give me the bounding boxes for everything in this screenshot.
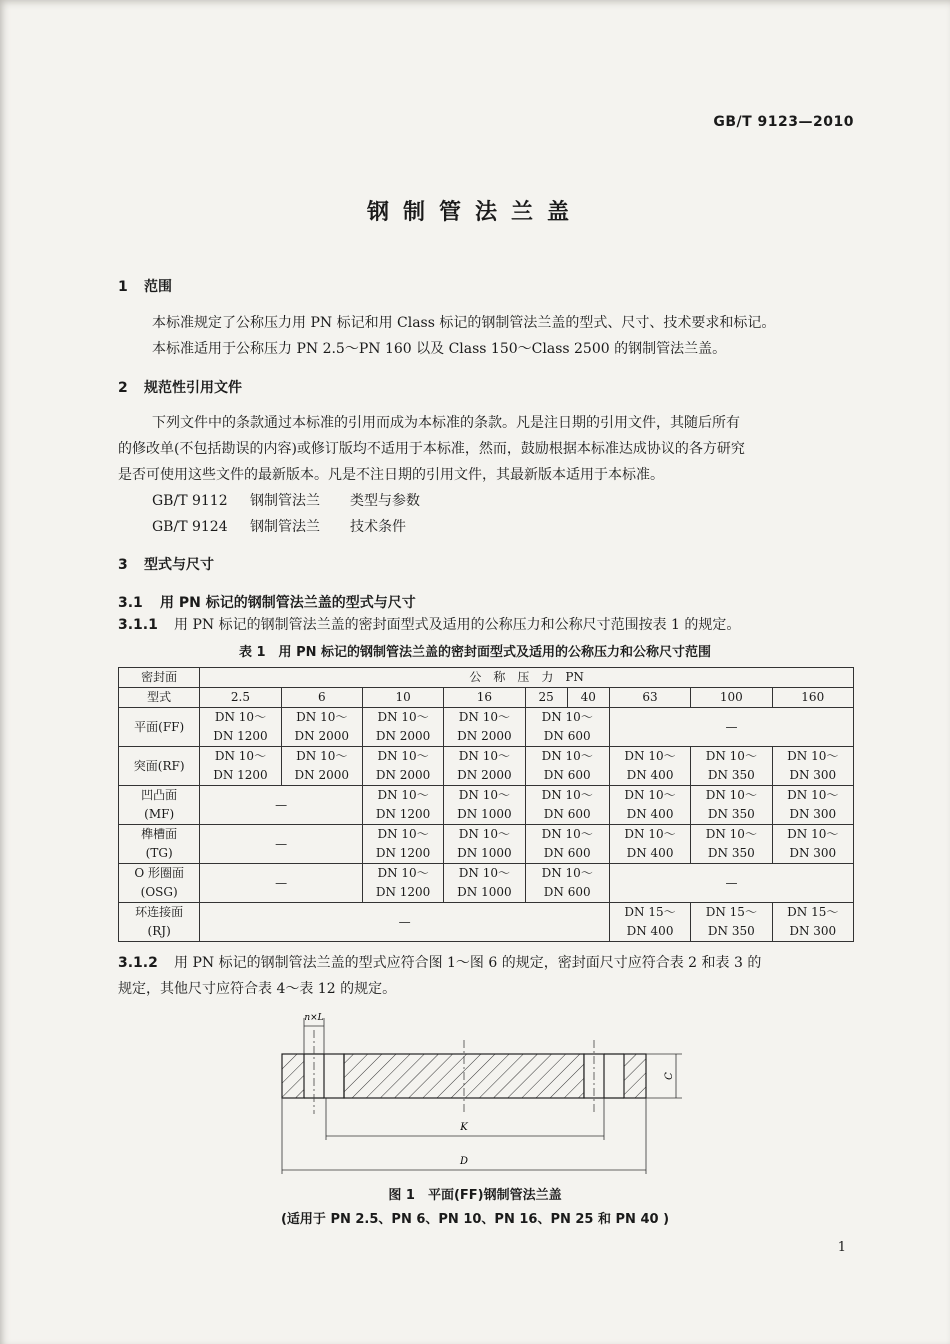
normative-reference [152,516,406,536]
subsection-title: 用 PN 标记的钢制管法兰盖的型式与尺寸 [160,595,416,611]
row-label: O 形圈面 (OSG) [119,864,200,903]
table-cell: DN 10～ DN 2000 [362,747,443,786]
subsection-number: 3.1 [118,595,143,611]
subsection-3-1-heading [118,592,416,612]
table-row [119,825,854,864]
section-2-para-line-1: 下列文件中的条款通过本标准的引用而成为本标准的条款。凡是注日期的引用文件，其随后所有 [152,415,740,431]
pressure-cell: 40 [567,688,609,708]
table-cell: DN 10～ DN 1000 [444,786,525,825]
table-cell: DN 10～ DN 2000 [444,747,525,786]
bolt-hole-left [324,1054,344,1098]
pressure-cell: 10 [362,688,443,708]
table-cell: DN 10～ DN 600 [525,786,609,825]
clause-number: 3.1.1 [118,617,158,633]
table-row [119,903,854,942]
table-cell: DN 10～ DN 600 [525,747,609,786]
section-2-heading [118,377,242,397]
section-1-para-1: 本标准规定了公称压力用 PN 标记和用 Class 标记的钢制管法兰盖的型式、尺寸、技术要求和标记。 [152,315,776,331]
table-row [119,864,854,903]
table-cell-dash: — [200,864,363,903]
table-cell: DN 10～ DN 350 [691,747,772,786]
table-cell: DN 10～ DN 600 [525,825,609,864]
table-cell: DN 10～ DN 2000 [444,708,525,747]
section-2-para-line-3: 是否可使用这些文件的最新版本。凡是不注日期的引用文件，其最新版本适用于本标准。 [118,467,664,483]
pressure-cell: 160 [772,688,854,708]
table-cell: DN 10～ DN 600 [525,708,609,747]
table-1 [118,667,854,942]
label-d: D [459,1156,469,1167]
row-label: 突面(RF) [119,747,200,786]
table-header-row [119,668,854,688]
table-cell-dash: — [200,786,363,825]
clause-3-1-1 [118,612,740,638]
clause-3-1-2-cont: 规定，其他尺寸应符合表 4～表 12 的规定。 [118,981,397,997]
reference-desc: 技术条件 [350,519,406,535]
pressure-cell: 100 [691,688,772,708]
table-cell-dash: — [609,864,853,903]
section-1-heading [118,276,172,296]
table-header-row [119,688,854,708]
pressure-cell: 25 [525,688,567,708]
clause-text: 用 PN 标记的钢制管法兰盖的型式应符合图 1～图 6 的规定，密封面尺寸应符合表 2 和表 3 的 [174,955,762,971]
table-1-caption: 表 1 用 PN 标记的钢制管法兰盖的密封面型式及适用的公称压力和公称尺寸范围 [238,645,712,660]
table-cell-dash: — [200,903,610,942]
pressure-cell: 2.5 [200,688,281,708]
header-cell: 型式 [119,688,200,708]
table-cell: DN 10～ DN 1000 [444,864,525,903]
section-2-para-line-2: 的修改单(不包括勘误的内容)或修订版均不适用于本标准，然而，鼓励根据本标准达成协议的各方研究 [118,441,745,457]
table-cell: DN 10～ DN 300 [772,747,854,786]
table-cell: DN 10～ DN 400 [609,825,690,864]
section-1-para-2: 本标准适用于公称压力 PN 2.5～PN 160 以及 Class 150～Class 2500 的钢制管法兰盖。 [152,341,727,357]
table-cell: DN 10～ DN 350 [691,786,772,825]
reference-name: 钢制管法兰 [250,519,320,535]
table-cell: DN 10～ DN 400 [609,786,690,825]
label-nxl: n×L [304,1013,324,1023]
table-cell: DN 10～ DN 2000 [281,708,362,747]
table-cell: DN 10～ DN 1200 [362,786,443,825]
section-3-heading [118,554,214,574]
section-title: 规范性引用文件 [144,380,242,396]
figure-1-subcaption: (适用于 PN 2.5、PN 6、PN 10、PN 16、PN 25 和 PN 40 ) [280,1212,670,1227]
section-number: 3 [118,557,128,573]
table-cell: DN 10～ DN 350 [691,825,772,864]
standard-code: GB/T 9123—2010 [713,114,854,130]
table-row [119,747,854,786]
table-cell: DN 10～ DN 1200 [200,747,281,786]
label-k: K [460,1122,468,1133]
section-title: 范围 [144,279,172,295]
row-label: 凹凸面 (MF) [119,786,200,825]
table-cell: DN 10～ DN 2000 [362,708,443,747]
table-cell: DN 10～ DN 600 [525,864,609,903]
table-cell: DN 10～ DN 1200 [362,825,443,864]
table-row [119,708,854,747]
table-cell-dash: — [200,825,363,864]
row-label: 平面(FF) [119,708,200,747]
table-cell: DN 10～ DN 300 [772,786,854,825]
header-group: 公 称 压 力 PN [200,668,854,688]
header-cell: 密封面 [119,668,200,688]
table-cell: DN 15～ DN 300 [772,903,854,942]
reference-desc: 类型与参数 [350,493,420,509]
section-number: 2 [118,380,128,396]
table-cell: DN 10～ DN 1200 [200,708,281,747]
figure-1-drawing [270,1010,690,1180]
pressure-cell: 63 [609,688,690,708]
table-cell: DN 10～ DN 300 [772,825,854,864]
clause-text: 用 PN 标记的钢制管法兰盖的密封面型式及适用的公称压力和公称尺寸范围按表 1 的规定。 [174,617,741,633]
table-cell: DN 10～ DN 400 [609,747,690,786]
pressure-cell: 16 [444,688,525,708]
pressure-cell: 6 [281,688,362,708]
section-number: 1 [118,279,128,295]
table-cell: DN 15～ DN 400 [609,903,690,942]
flange-section-left [282,1054,304,1098]
reference-code: GB/T 9124 [152,519,228,535]
flange-section-right [624,1054,646,1098]
table-cell: DN 10～ DN 2000 [281,747,362,786]
table-cell: DN 10～ DN 1000 [444,825,525,864]
table-cell: DN 10～ DN 1200 [362,864,443,903]
section-title: 型式与尺寸 [144,557,214,573]
clause-3-1-2 [118,950,761,976]
figure-1-caption: 图 1 平面(FF)钢制管法兰盖 [388,1188,562,1203]
clause-number: 3.1.2 [118,955,158,971]
row-label: 环连接面 (RJ) [119,903,200,942]
reference-code: GB/T 9112 [152,493,228,509]
table-cell: DN 15～ DN 350 [691,903,772,942]
normative-reference [152,490,420,510]
page-number: 1 [837,1240,846,1255]
row-label: 榫槽面 (TG) [119,825,200,864]
reference-name: 钢制管法兰 [250,493,320,509]
table-row [119,786,854,825]
label-c: C [664,1072,675,1080]
document-title: 钢制管法兰盖 [366,200,583,225]
table-cell-dash: — [609,708,853,747]
